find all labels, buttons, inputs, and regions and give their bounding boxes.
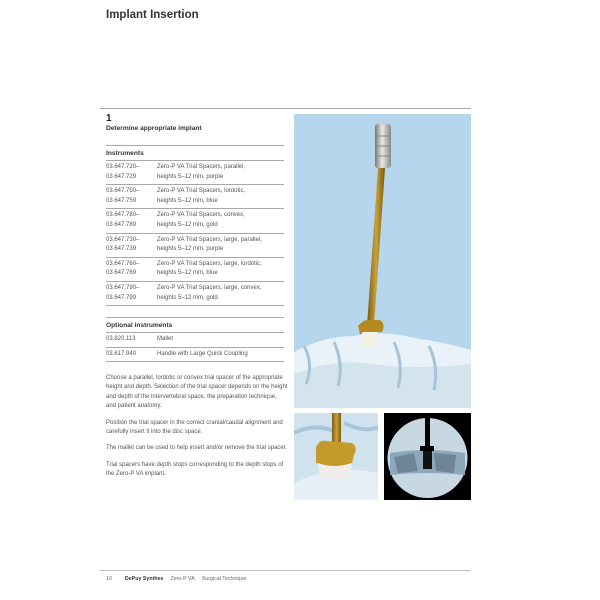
divider xyxy=(100,108,471,109)
optional-heading: Optional instruments xyxy=(106,317,284,333)
item-code: 03.647.790– xyxy=(106,284,140,291)
table-row xyxy=(106,161,284,185)
table-row xyxy=(106,258,284,282)
item-code: 03.820.113 xyxy=(106,336,136,342)
item-code: 03.647.789 xyxy=(106,221,137,228)
item-desc: Handle with Large Quick Coupling xyxy=(157,350,248,357)
document-type: Surgical Technique xyxy=(201,576,247,582)
paragraph: Choose a parallel, lordotic or convex trial spacer of the appropriate height and depth. Selection of the trial spacer depends on the height and depth of the intervertebral space, the preparation technique, and patient anatomy. xyxy=(106,375,288,410)
item-desc: Zero-P VA Trial Spacers, large, convex, xyxy=(157,284,262,291)
item-desc: heights 5–12 mm, gold xyxy=(157,294,218,301)
table-row xyxy=(106,209,284,233)
item-desc: heights 5–12 mm, gold xyxy=(157,221,218,228)
table-row xyxy=(106,333,284,348)
table-row xyxy=(106,348,284,363)
page-title: Implant Insertion xyxy=(106,9,199,21)
fluoroscopy-view-illustration xyxy=(384,413,471,500)
footer-divider xyxy=(100,570,470,571)
item-code: 03.647.730– xyxy=(106,236,140,243)
table-row xyxy=(106,282,284,306)
brand-name: DePuy Synthes xyxy=(124,576,164,582)
item-desc: heights 5–12 mm, blue xyxy=(157,270,218,277)
item-desc: heights 5–12 mm, purple xyxy=(157,173,224,180)
item-desc: Mallet xyxy=(157,336,174,342)
item-code: 03.647.760– xyxy=(106,260,140,267)
product-name: Zero-P VA xyxy=(170,576,195,582)
instruments-heading: Instruments xyxy=(106,145,284,161)
page-number: 10 xyxy=(106,576,112,582)
item-desc: heights 5–12 mm, purple xyxy=(157,246,224,253)
item-code: 03.647.799 xyxy=(106,294,137,301)
optional-instruments-table xyxy=(106,317,284,362)
trial-spacer-insertion-illustration xyxy=(294,114,471,408)
table-row xyxy=(106,185,284,209)
instruments-table xyxy=(106,145,284,306)
item-code: 03.647.739 xyxy=(106,246,137,253)
item-code: 03.647.720– xyxy=(106,164,140,170)
item-desc: Zero-P VA Trial Spacers, parallel, xyxy=(157,164,246,170)
paragraph: Position the trial spacer in the correct cranial/caudal alignment and carefully insert it into the disc space. xyxy=(106,419,283,436)
item-code: 03.647.759 xyxy=(106,197,137,204)
item-code: 03.647.729 xyxy=(106,173,137,180)
paragraph: Trial spacers have depth stops corresponding to the depth stops of the Zero-P VA implant. xyxy=(106,461,284,478)
trial-spacer-closeup-illustration xyxy=(294,413,378,500)
item-desc: Zero-P VA Trial Spacers, lordotic, xyxy=(157,188,246,195)
footer xyxy=(106,576,246,582)
item-code: 03.647.769 xyxy=(106,270,137,277)
item-code: 03.617.940 xyxy=(106,350,137,357)
table-row xyxy=(106,234,284,258)
step-number: 1 xyxy=(106,113,112,124)
paragraph: The mallet can be used to help insert and/or remove the trial spacer. xyxy=(106,445,288,452)
item-desc: Zero-P VA Trial Spacers, large, lordotic, xyxy=(157,260,262,267)
item-code: 03.647.750– xyxy=(106,188,140,195)
step-title: Determine appropriate implant xyxy=(106,125,202,132)
item-desc: Zero-P VA Trial Spacers, convex, xyxy=(157,212,245,219)
body-text xyxy=(106,374,288,487)
item-code: 03.647.780– xyxy=(106,212,140,219)
item-desc: heights 5–12 mm, blue xyxy=(157,197,218,204)
item-desc: Zero-P VA Trial Spacers, large, parallel, xyxy=(157,236,262,243)
